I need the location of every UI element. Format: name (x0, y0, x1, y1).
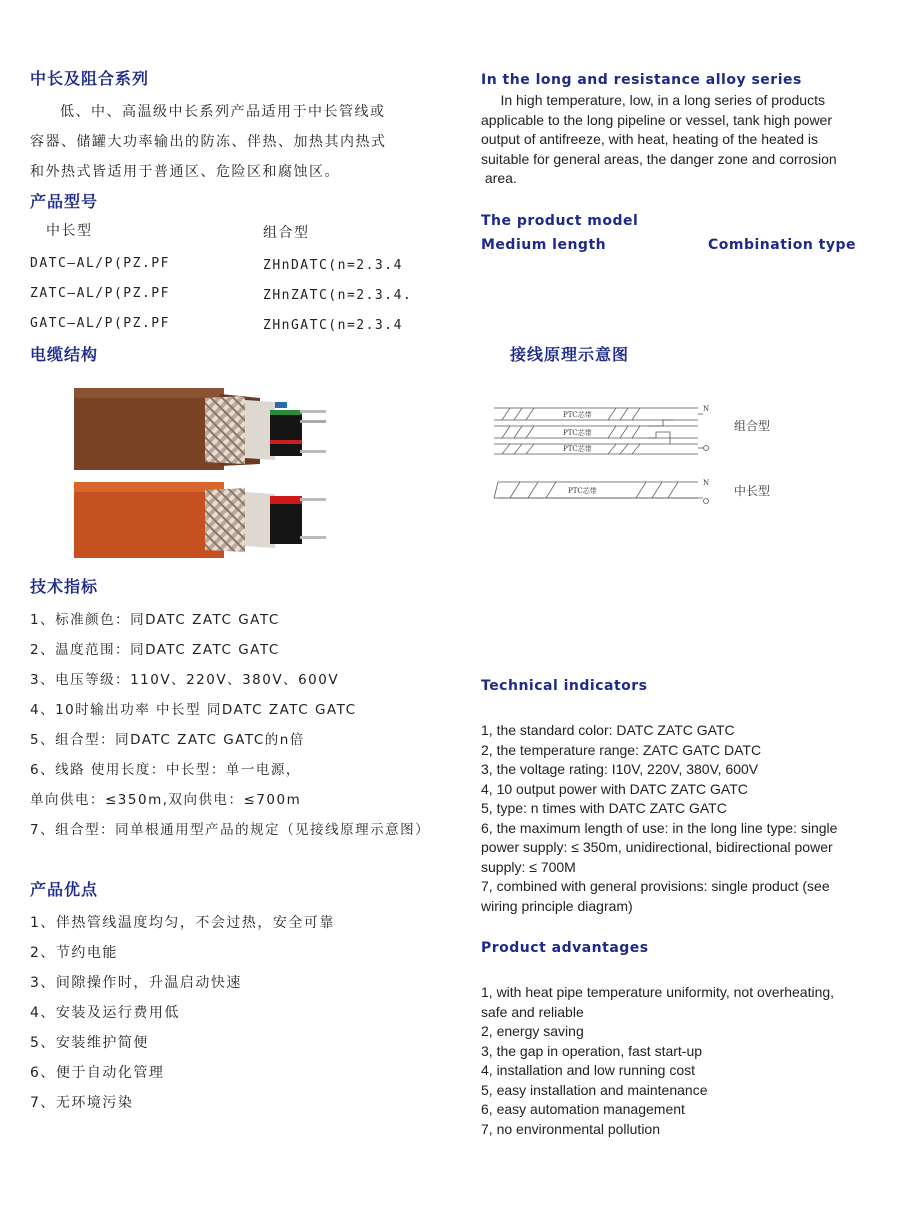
tech-line: 5, type: n times with DATC ZATC GATC (481, 800, 727, 816)
tech-item: 5、组合型：同DATC ZATC GATC的n倍 (30, 732, 305, 748)
model-item: ZHnZATC(n=2.3.4. (263, 288, 413, 303)
adv-item: 5、安装维护简便 (30, 1035, 149, 1051)
en-model-title: The product model (481, 213, 639, 229)
cn-series-title: 中长及阻合系列 (30, 69, 150, 88)
cn-tech-title: 技术指标 (30, 577, 99, 596)
en-intro-line: applicable to the long pipeline or vessel, tank high power (481, 111, 833, 128)
adv-line: 5, easy installation and maintenance (481, 1081, 708, 1098)
cn-col-medium: 中长型 (46, 223, 93, 239)
model-item: ZATC—AL/P(PZ.PF (30, 286, 170, 301)
adv-line: 1, with heat pipe temperature uniformity, not overheating, (481, 984, 835, 1000)
cn-adv-list (30, 908, 335, 1118)
adv-line: 4, installation and low running cost (481, 1062, 696, 1078)
adv-line: 2, energy saving (481, 1023, 584, 1039)
cn-model-title: 产品型号 (30, 192, 99, 211)
adv-item: 3、间隙操作时，升温启动快速 (30, 975, 242, 991)
medium-type-label: 中长型 (734, 484, 771, 498)
tech-line: wiring principle diagram) (481, 897, 633, 914)
tech-line: 2, the temperature range: ZATC GATC DATC (481, 741, 762, 758)
adv-item: 4、安装及运行费用低 (30, 1005, 180, 1021)
cn-models-medium (30, 249, 170, 339)
wiring-title: 接线原理示意图 (510, 345, 630, 364)
en-intro (481, 91, 881, 189)
adv-line: safe and reliable (481, 1003, 584, 1020)
cn-intro-line: 和外热式皆适用于普通区、危险区和腐蚀区。 (30, 164, 340, 180)
ptc-label: PTC芯带 (563, 429, 592, 437)
wiring-diagram (488, 398, 788, 513)
tech-item: 4、10时输出功率 中长型 同DATC ZATC GATC (30, 702, 357, 718)
cn-structure-title: 电缆结构 (30, 345, 99, 364)
adv-item: 2、节约电能 (30, 945, 118, 961)
tech-item: 7、组合型：同单根通用型产品的规定（见接线原理示意图） (30, 822, 431, 838)
en-intro-line: suitable for general areas, the danger zone and corrosion (481, 150, 837, 167)
adv-line: 6, easy automation management (481, 1101, 685, 1117)
en-adv-title: Product advantages (481, 940, 649, 956)
tech-line: 6, the maximum length of use: in the long line type: single (481, 819, 838, 836)
ptc-label: PTC芯带 (568, 487, 597, 495)
tech-item: 1、标准颜色：同DATC ZATC GATC (30, 612, 280, 628)
cn-intro-line: 容器、储罐大功率输出的防冻、伴热、加热其内热式 (30, 134, 387, 150)
tech-item: 3、电压等级：110V、220V、380V、600V (30, 672, 340, 688)
cn-intro (30, 97, 387, 187)
cn-tech-list (30, 605, 430, 845)
en-series-title: In the long and resistance alloy series (481, 72, 802, 88)
ptc-label: PTC芯带 (563, 411, 592, 419)
adv-line: 3, the gap in operation, fast start-up (481, 1042, 703, 1059)
cable-brown (74, 388, 326, 470)
tech-line: 7, combined with general provisions: single product (see (481, 878, 830, 894)
cable-orange (74, 482, 326, 558)
cn-intro-line: 低、中、高温级中长系列产品适用于中长管线或 (60, 104, 386, 120)
tech-line: 1, the standard color: DATC ZATC GATC (481, 722, 735, 738)
en-adv-list (481, 983, 881, 1139)
en-intro-line: output of antifreeze, with heat, heating of the heated is (481, 131, 819, 147)
ptc-label: PTC芯带 (563, 445, 592, 453)
combo-type-label: 组合型 (734, 419, 771, 433)
n-label: N (703, 479, 710, 487)
tech-item: 2、温度范围：同DATC ZATC GATC (30, 642, 280, 658)
cable-structure-image (70, 380, 340, 560)
model-item: DATC—AL/P(PZ.PF (30, 256, 170, 271)
en-intro-line: area. (481, 170, 517, 186)
adv-item: 6、便于自动化管理 (30, 1065, 165, 1081)
en-col-medium: Medium length (481, 237, 607, 253)
tech-item: 6、线路 使用长度：中长型：单一电源， (30, 762, 301, 778)
tech-line: 3, the voltage rating: I10V, 220V, 380V, 600V (481, 761, 759, 777)
cn-col-combo: 组合型 (263, 225, 310, 241)
adv-line: 7, no environmental pollution (481, 1120, 661, 1137)
tech-line: 4, 10 output power with DATC ZATC GATC (481, 780, 748, 797)
en-tech-list (481, 721, 881, 916)
cn-adv-title: 产品优点 (30, 880, 99, 899)
model-item: ZHnDATC(n=2.3.4 (263, 258, 403, 273)
en-intro-line: In high temperature, low, in a long series of products (481, 92, 825, 108)
n-label: N (703, 405, 710, 413)
tech-line: power supply: ≤ 350m, unidirectional, bidirectional power (481, 839, 833, 855)
cn-models-combo (263, 251, 412, 341)
en-col-combo: Combination type (708, 237, 856, 253)
adv-item: 7、无环境污染 (30, 1095, 134, 1111)
tech-line: supply: ≤ 700M (481, 858, 576, 875)
en-tech-title: Technical indicators (481, 678, 648, 694)
adv-item: 1、伴热管线温度均匀，不会过热，安全可靠 (30, 915, 335, 931)
model-item: GATC—AL/P(PZ.PF (30, 316, 170, 331)
tech-item: 单向供电：≤350m,双向供电：≤700m (30, 792, 302, 808)
model-item: ZHnGATC(n=2.3.4 (263, 318, 403, 333)
